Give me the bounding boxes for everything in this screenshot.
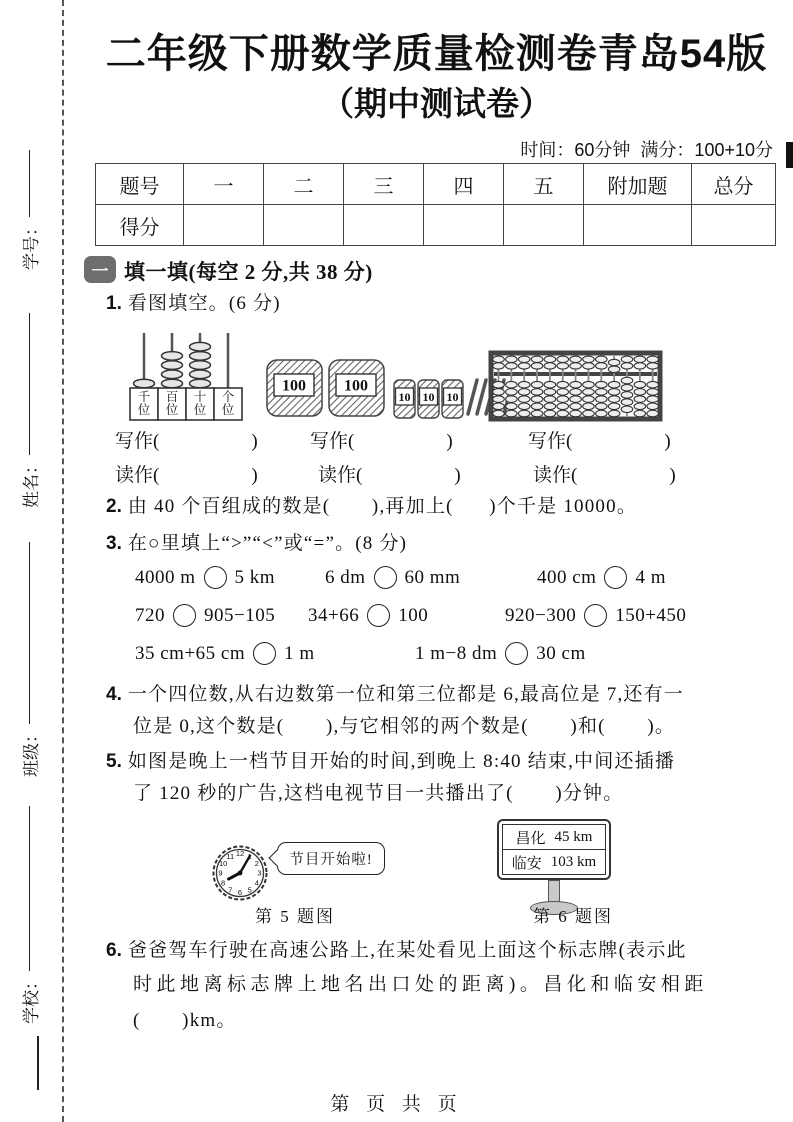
comparison-circle	[374, 566, 397, 589]
svg-text:7: 7	[228, 885, 233, 895]
question-5	[106, 749, 675, 775]
margin-field-school	[16, 806, 42, 1024]
comparison-item: 1 m−8 dm 30 cm	[415, 642, 586, 664]
svg-text:千位: 千位	[137, 390, 151, 417]
svg-text:10: 10	[218, 858, 228, 868]
svg-text:个位: 个位	[221, 390, 235, 417]
figure5-caption: 第 5 题图	[255, 907, 335, 926]
comparison-item: 720 905−105	[135, 604, 276, 626]
question-6	[106, 938, 687, 964]
right-edge-mark	[786, 142, 793, 168]
student-id-label: 学号：	[21, 219, 41, 270]
clock-figure	[203, 840, 277, 906]
question-5-line2: 了 120 秒的广告,这档电视节目一共播出了( )分钟。	[133, 783, 624, 804]
question-1-number: 1.	[106, 293, 122, 314]
score-col-header: 总分	[692, 164, 776, 205]
question-2-text: 由 40 个百组成的数是( ),再加上( )个千是 10000。	[127, 496, 638, 517]
margin-tail-line	[37, 1036, 39, 1090]
svg-text:11: 11	[226, 851, 235, 861]
svg-text:12: 12	[235, 849, 245, 859]
svg-text:100: 100	[344, 377, 368, 395]
comparison-circle	[584, 604, 607, 627]
question-2	[106, 494, 637, 520]
score-empty-cell	[344, 205, 424, 246]
score-table	[95, 163, 776, 246]
svg-text:10: 10	[446, 390, 459, 404]
page-title: 二年级下册数学质量检测卷青岛54版	[105, 32, 768, 76]
question-4	[106, 682, 684, 708]
sign-row: 临安 103 km	[503, 849, 605, 874]
score-col-header: 五	[504, 164, 584, 205]
svg-text:十位: 十位	[193, 390, 207, 417]
comparison-item: 400 cm 4 m	[537, 566, 666, 588]
question-4-line1: 一个四位数,从右边数第一位和第三位都是 6,最高位是 7,还有一	[127, 684, 685, 705]
question-3-text: 在○里填上“>”“<”或“=”。(8 分)	[127, 533, 408, 554]
score-empty-cell	[264, 205, 344, 246]
question-6-line1: 爸爸驾车行驶在高速公路上,在某处看见上面这个标志牌(表示此	[127, 940, 687, 961]
question-3	[106, 531, 407, 557]
section-one-badge: 一	[84, 256, 116, 283]
school-blank-line	[29, 806, 30, 971]
name-label: 姓名：	[21, 457, 41, 508]
question-1	[106, 291, 281, 317]
score-col-header: 题号	[96, 164, 184, 205]
margin-field-name	[16, 313, 42, 508]
write-as-blank-2: 写作( )	[310, 431, 453, 452]
time-score-info: 时间：60分钟 满分：100+10分	[520, 140, 773, 160]
seal-dashed-line	[62, 0, 64, 1122]
figure6-caption: 第 6 题图	[533, 907, 613, 926]
comparison-circle	[367, 604, 390, 627]
sign-row: 昌化 45 km	[515, 828, 593, 847]
school-label: 学校：	[21, 973, 41, 1024]
read-as-blank-2: 读作( )	[318, 465, 461, 486]
question-1-text: 看图填空。(6 分)	[127, 293, 281, 314]
write-as-blank-1: 写作( )	[115, 431, 258, 452]
svg-text:百位: 百位	[165, 390, 179, 417]
score-empty-cell	[692, 205, 776, 246]
svg-text:9: 9	[218, 868, 223, 878]
comparison-item: 34+66 100	[308, 604, 429, 626]
student-id-blank-line	[29, 150, 30, 217]
comparison-circle	[505, 642, 528, 665]
comparison-circle	[204, 566, 227, 589]
margin-field-class	[16, 542, 42, 777]
comparison-item: 35 cm+65 cm 1 m	[135, 642, 315, 664]
svg-text:10: 10	[422, 390, 435, 404]
question-4-line2: 位是 0,这个数是( ),与它相邻的两个数是( )和( )。	[133, 716, 676, 737]
section-one-title: 填一填(每空 2 分,共 38 分)	[124, 260, 373, 284]
road-sign-figure	[497, 819, 611, 915]
name-blank-line	[29, 313, 30, 455]
svg-text:2: 2	[254, 858, 259, 868]
svg-text:10: 10	[398, 390, 411, 404]
question-5-number: 5.	[106, 751, 122, 772]
question-4-number: 4.	[106, 684, 122, 705]
score-empty-cell	[504, 205, 584, 246]
question-6-line2: 时此地离标志牌上地名出口处的距离)。昌化和临安相距	[133, 974, 708, 995]
abacus-figure	[488, 350, 663, 422]
place-value-counter-figure	[128, 330, 248, 425]
question-2-number: 2.	[106, 496, 122, 517]
svg-text:3: 3	[257, 868, 262, 878]
comparison-circle	[253, 642, 276, 665]
score-col-header: 附加题	[584, 164, 692, 205]
page-subtitle: （期中测试卷）	[321, 85, 552, 122]
question-5-line1: 如图是晚上一档节目开始的时间,到晚上 8:40 结束,中间还插播	[127, 751, 676, 772]
svg-text:4: 4	[254, 878, 259, 888]
score-col-header: 一	[184, 164, 264, 205]
question-6-line3: ( )km。	[133, 1010, 237, 1031]
score-empty-cell	[584, 205, 692, 246]
score-empty-cell	[424, 205, 504, 246]
score-col-header: 二	[264, 164, 344, 205]
comparison-item: 920−300 150+450	[505, 604, 687, 626]
margin-field-student-id	[16, 150, 42, 270]
comparison-circle	[604, 566, 627, 589]
class-blank-line	[29, 542, 30, 724]
comparison-item: 4000 m 5 km	[135, 566, 276, 588]
comparison-circle	[173, 604, 196, 627]
score-row-label: 得分	[96, 205, 184, 246]
question-6-number: 6.	[106, 940, 122, 961]
score-col-header: 四	[424, 164, 504, 205]
svg-text:6: 6	[237, 888, 243, 898]
read-as-blank-1: 读作( )	[115, 465, 258, 486]
score-col-header: 三	[344, 164, 424, 205]
svg-text:5: 5	[247, 885, 252, 895]
question-3-number: 3.	[106, 533, 122, 554]
page-footer: 第 页 共 页	[330, 1094, 463, 1115]
score-empty-cell	[184, 205, 264, 246]
comparison-item: 6 dm 60 mm	[325, 566, 461, 588]
speech-bubble: 节目开始啦!	[277, 842, 385, 875]
base-ten-blocks-figure	[266, 356, 508, 426]
class-label: 班级：	[21, 726, 41, 777]
read-as-blank-3: 读作( )	[533, 465, 676, 486]
svg-text:8: 8	[221, 878, 226, 888]
write-as-blank-3: 写作( )	[528, 431, 671, 452]
svg-text:100: 100	[282, 377, 306, 395]
